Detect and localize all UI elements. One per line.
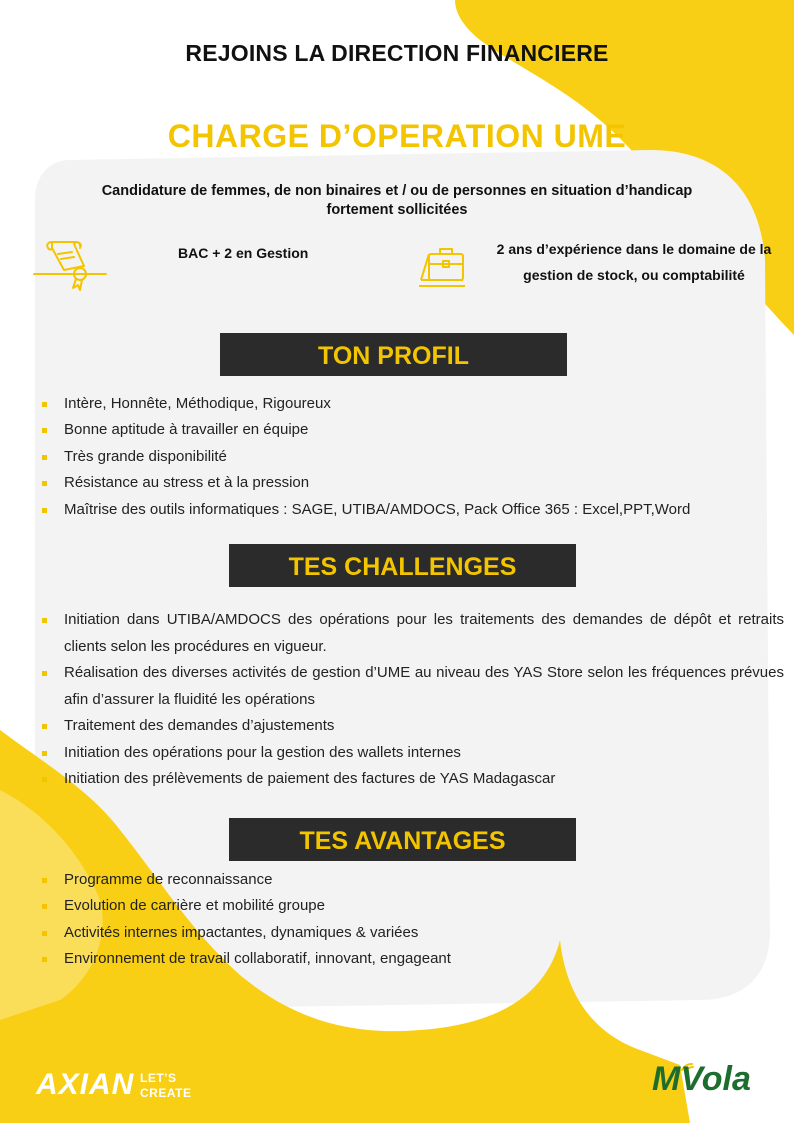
list-item: Environnement de travail collaboratif, innovant, engageant bbox=[42, 946, 784, 972]
bullet-icon bbox=[42, 931, 47, 936]
bullet-icon bbox=[42, 777, 47, 782]
bullet-icon bbox=[42, 508, 47, 513]
profil-list bbox=[42, 391, 784, 523]
job-title: CHARGE D’OPERATION UME bbox=[167, 118, 627, 154]
list-item: Initiation dans UTIBA/AMDOCS des opérations pour les traitements des demandes de dépôt et retraits clients selon les procédures en vigueur. bbox=[42, 607, 784, 660]
list-item: Programme de reconnaissance bbox=[42, 867, 784, 893]
list-item: Traitement des demandes d’ajustements bbox=[42, 713, 784, 740]
bullet-icon bbox=[42, 428, 47, 433]
tagline-line-1: LET’S bbox=[140, 1071, 177, 1085]
profil-heading: TON PROFIL bbox=[318, 342, 469, 370]
diploma-scroll-icon bbox=[30, 236, 110, 292]
tagline-line-2: CREATE bbox=[140, 1086, 192, 1100]
briefcase-icon bbox=[417, 240, 467, 292]
list-item: Initiation des opérations pour la gestion des wallets internes bbox=[42, 740, 784, 767]
mvola-logo bbox=[652, 1060, 751, 1099]
bullet-icon bbox=[42, 618, 47, 623]
education-requirement: BAC + 2 en Gestion bbox=[178, 245, 309, 261]
bullet-icon bbox=[42, 455, 47, 460]
mvola-logo-text: MVola bbox=[652, 1060, 751, 1098]
challenges-heading: TES CHALLENGES bbox=[288, 553, 517, 581]
list-item: Très grande disponibilité bbox=[42, 444, 784, 470]
challenges-heading-band bbox=[229, 544, 576, 587]
avantages-list bbox=[42, 867, 784, 973]
avantages-heading: TES AVANTAGES bbox=[299, 827, 506, 855]
list-item: Evolution de carrière et mobilité groupe bbox=[42, 893, 784, 919]
list-item: Maîtrise des outils informatiques : SAGE, UTIBA/AMDOCS, Pack Office 365 : Excel,PPT,Word bbox=[42, 497, 784, 523]
list-item: Résistance au stress et à la pression bbox=[42, 470, 784, 496]
list-item: Réalisation des diverses activités de gestion d’UME au niveau des YAS Store selon les fréquences prévues afin d’assurer la fluidité les opérations bbox=[42, 660, 784, 713]
bullet-icon bbox=[42, 724, 47, 729]
bullet-icon bbox=[42, 402, 47, 407]
bullet-icon bbox=[42, 481, 47, 486]
avantages-heading-band bbox=[229, 818, 576, 861]
bullet-icon bbox=[42, 671, 47, 676]
list-item: Activités internes impactantes, dynamiques & variées bbox=[42, 920, 784, 946]
department-heading: REJOINS LA DIRECTION FINANCIERE bbox=[185, 40, 609, 66]
bullet-icon bbox=[42, 957, 47, 962]
experience-requirement: 2 ans d’expérience dans le domaine de la gestion de stock, ou comptabilité bbox=[496, 241, 772, 283]
axian-tagline bbox=[140, 1071, 191, 1101]
candidature-note: Candidature de femmes, de non binaires et / ou de personnes en situation d’handicap fortement sollicitées bbox=[101, 183, 693, 218]
list-item: Bonne aptitude à travailler en équipe bbox=[42, 417, 784, 443]
challenges-list bbox=[42, 607, 784, 793]
list-item: Initiation des prélèvements de paiement des factures de YAS Madagascar bbox=[42, 766, 784, 793]
axian-logo: AXIAN bbox=[36, 1068, 135, 1101]
bullet-icon bbox=[42, 751, 47, 756]
list-item: Intère, Honnête, Méthodique, Rigoureux bbox=[42, 391, 784, 417]
bullet-icon bbox=[42, 878, 47, 883]
bullet-icon bbox=[42, 904, 47, 909]
profil-heading-band bbox=[220, 333, 567, 376]
